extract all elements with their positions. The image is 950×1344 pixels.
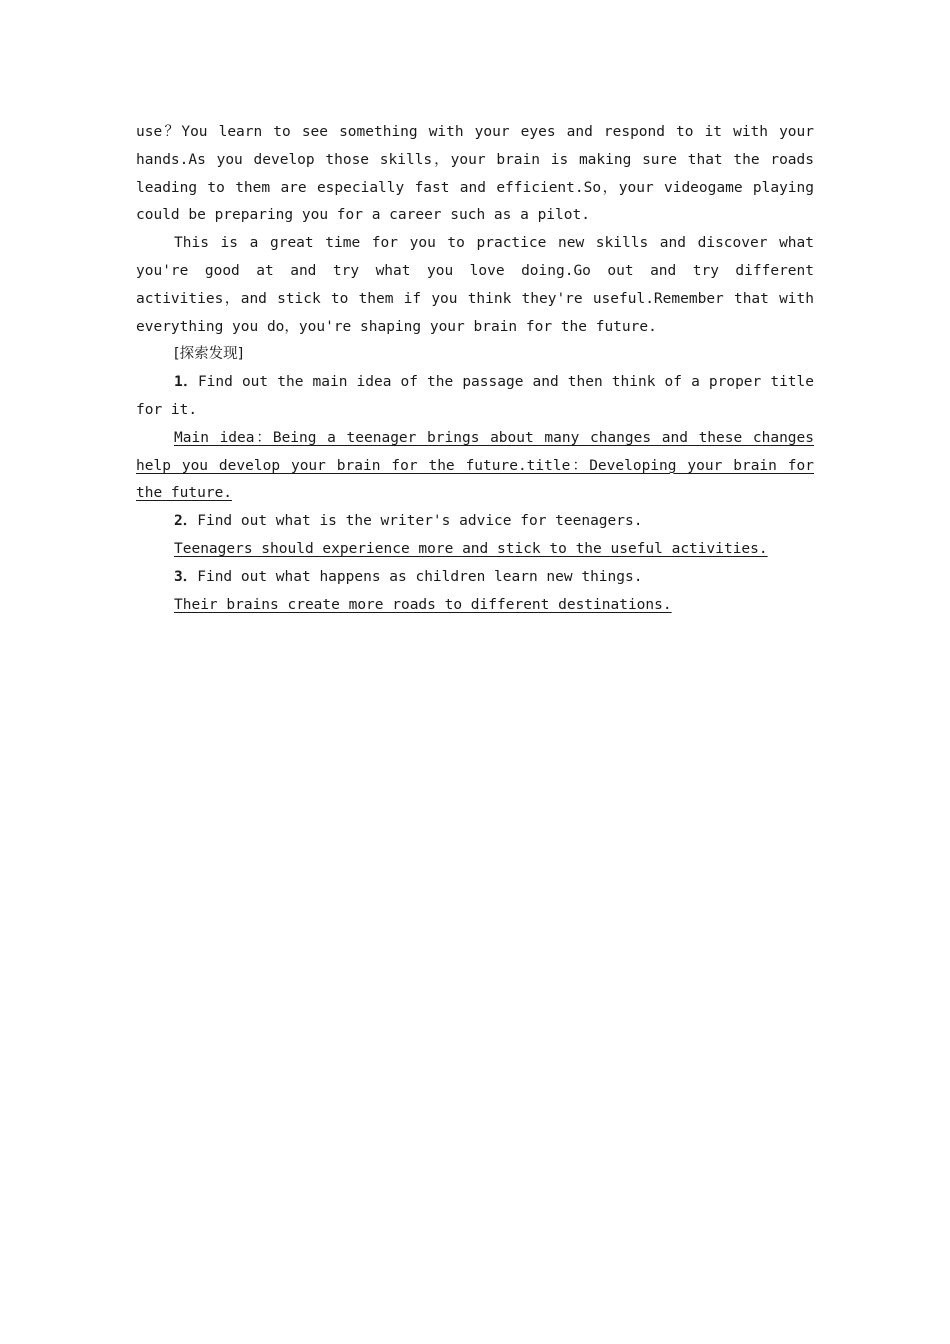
- section-heading-text: [探索发现]: [174, 346, 244, 363]
- question-1-text: Find out the main idea of the passage and then think of a proper title for it.: [136, 374, 814, 418]
- question-3-text: Find out what happens as children learn new things.: [197, 568, 643, 585]
- question-2-number: 2．: [174, 513, 198, 530]
- question-3: [136, 564, 814, 592]
- answer-2: Teenagers should experience more and stick to the useful activities.: [174, 540, 768, 557]
- question-1: [136, 369, 814, 425]
- question-1-number: 1．: [174, 374, 198, 391]
- answer-3-line: [136, 592, 814, 620]
- answer-1: Main idea：Being a teenager brings about many changes and these changes help you develop your brain for the future.title：Developing your brain for the future.: [136, 429, 814, 502]
- answer-3: Their brains create more roads to different destinations.: [174, 596, 672, 613]
- answer-1-line: [136, 425, 814, 508]
- document-page: [136, 119, 814, 619]
- question-2-text: Find out what is the writer's advice for teenagers.: [197, 513, 643, 530]
- question-2: [136, 508, 814, 536]
- question-3-number: 3．: [174, 568, 198, 585]
- passage-paragraph-2: This is a great time for you to practice new skills and discover what you're good at and try what you love doing.Go out and try different activities，and stick to them if you think they're useful.Remember that with everything you do，you're shaping your brain for the future.: [136, 235, 814, 335]
- passage-paragraph-1: use？You learn to see something with your eyes and respond to it with your hands.As you develop those skills，your brain is making sure that the roads leading to them are especially fast and efficient.So，your videogame playing could be preparing you for a career such as a pilot.: [136, 124, 814, 224]
- section-heading: [136, 341, 814, 369]
- answer-2-line: [136, 536, 814, 564]
